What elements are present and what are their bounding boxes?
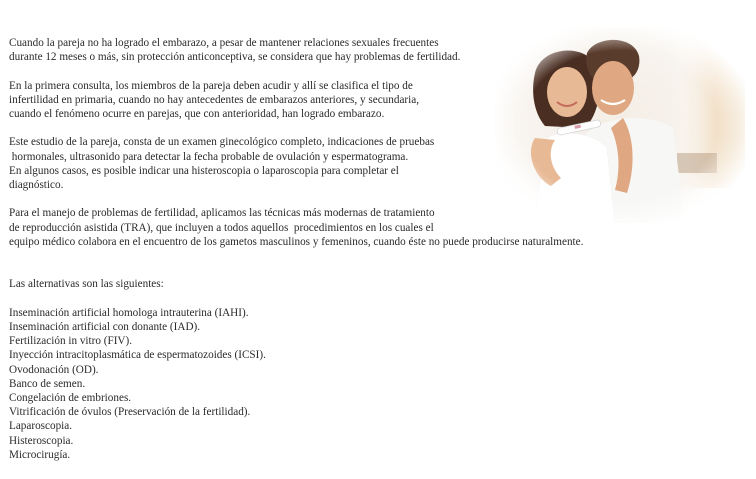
list-item: Fertilización in vitro (FIV). <box>9 335 133 348</box>
list-item: Histeroscopia. <box>9 434 74 447</box>
list-item: Laparoscopia. <box>9 420 73 433</box>
paragraph-definition <box>9 36 754 64</box>
text-line: Para el manejo de problemas de fertilidad, aplicamos las técnicas más modernas de tratamiento <box>9 207 435 220</box>
list-item: Vitrificación de óvulos (Preservación de la fertilidad). <box>9 406 251 419</box>
text-line: En algunos casos, es posible indicar una histeroscopia o laparoscopia para completar el <box>9 164 399 177</box>
alternatives-intro: Las alternativas son las siguientes: <box>9 278 164 291</box>
list-item: Banco de semen. <box>9 377 86 390</box>
paragraph-couple-study <box>9 135 754 192</box>
text-line: Cuando la pareja no ha logrado el embarazo, a pesar de mantener relaciones sexuales frecuentes <box>9 37 439 49</box>
text-line: hormonales, ultrasonido para detectar la fecha probable de ovulación y espermatograma. <box>9 150 409 163</box>
text-line: de reproducción asistida (TRA), que incluyen a todos aquellos procedimientos en los cuales el <box>9 221 434 234</box>
text-line: cuando el fenómeno ocurre en parejas, que con anterioridad, han logrado embarazo. <box>9 108 385 120</box>
text-line: durante 12 meses o más, sin protección anticonceptiva, se considera que hay problemas de fertilidad. <box>9 51 461 64</box>
text-line: infertilidad en primaria, cuando no hay antecedentes de embarazos anteriores, y secundaria, <box>9 93 420 106</box>
paragraph-treatment <box>9 206 754 249</box>
text-line: Este estudio de la pareja, consta de un examen ginecológico completo, indicaciones de pruebas <box>9 136 435 149</box>
list-item: Inseminación artificial homologa intrauterina (IAHI). <box>9 306 249 319</box>
list-item: Inyección intracitoplasmática de espermatozoides (ICSI). <box>9 349 266 362</box>
text-line: En la primera consulta, los miembros de la pareja deben acudir y allí se clasifica el tipo de <box>9 79 413 92</box>
list-item: Inseminación artificial con donante (IAD). <box>9 320 201 333</box>
paragraph-first-consultation <box>9 79 754 122</box>
alternatives-list <box>9 306 754 462</box>
list-item: Microcirugía. <box>9 448 71 461</box>
list-item: Congelación de embriones. <box>9 391 132 404</box>
article-body <box>9 36 754 462</box>
text-line: equipo médico colabora en el encuentro de los gametos masculinos y femeninos, cuando éste no puede producirse naturalmente. <box>9 235 584 248</box>
text-line: diagnóstico. <box>9 179 64 191</box>
list-item: Ovodonación (OD). <box>9 363 99 376</box>
